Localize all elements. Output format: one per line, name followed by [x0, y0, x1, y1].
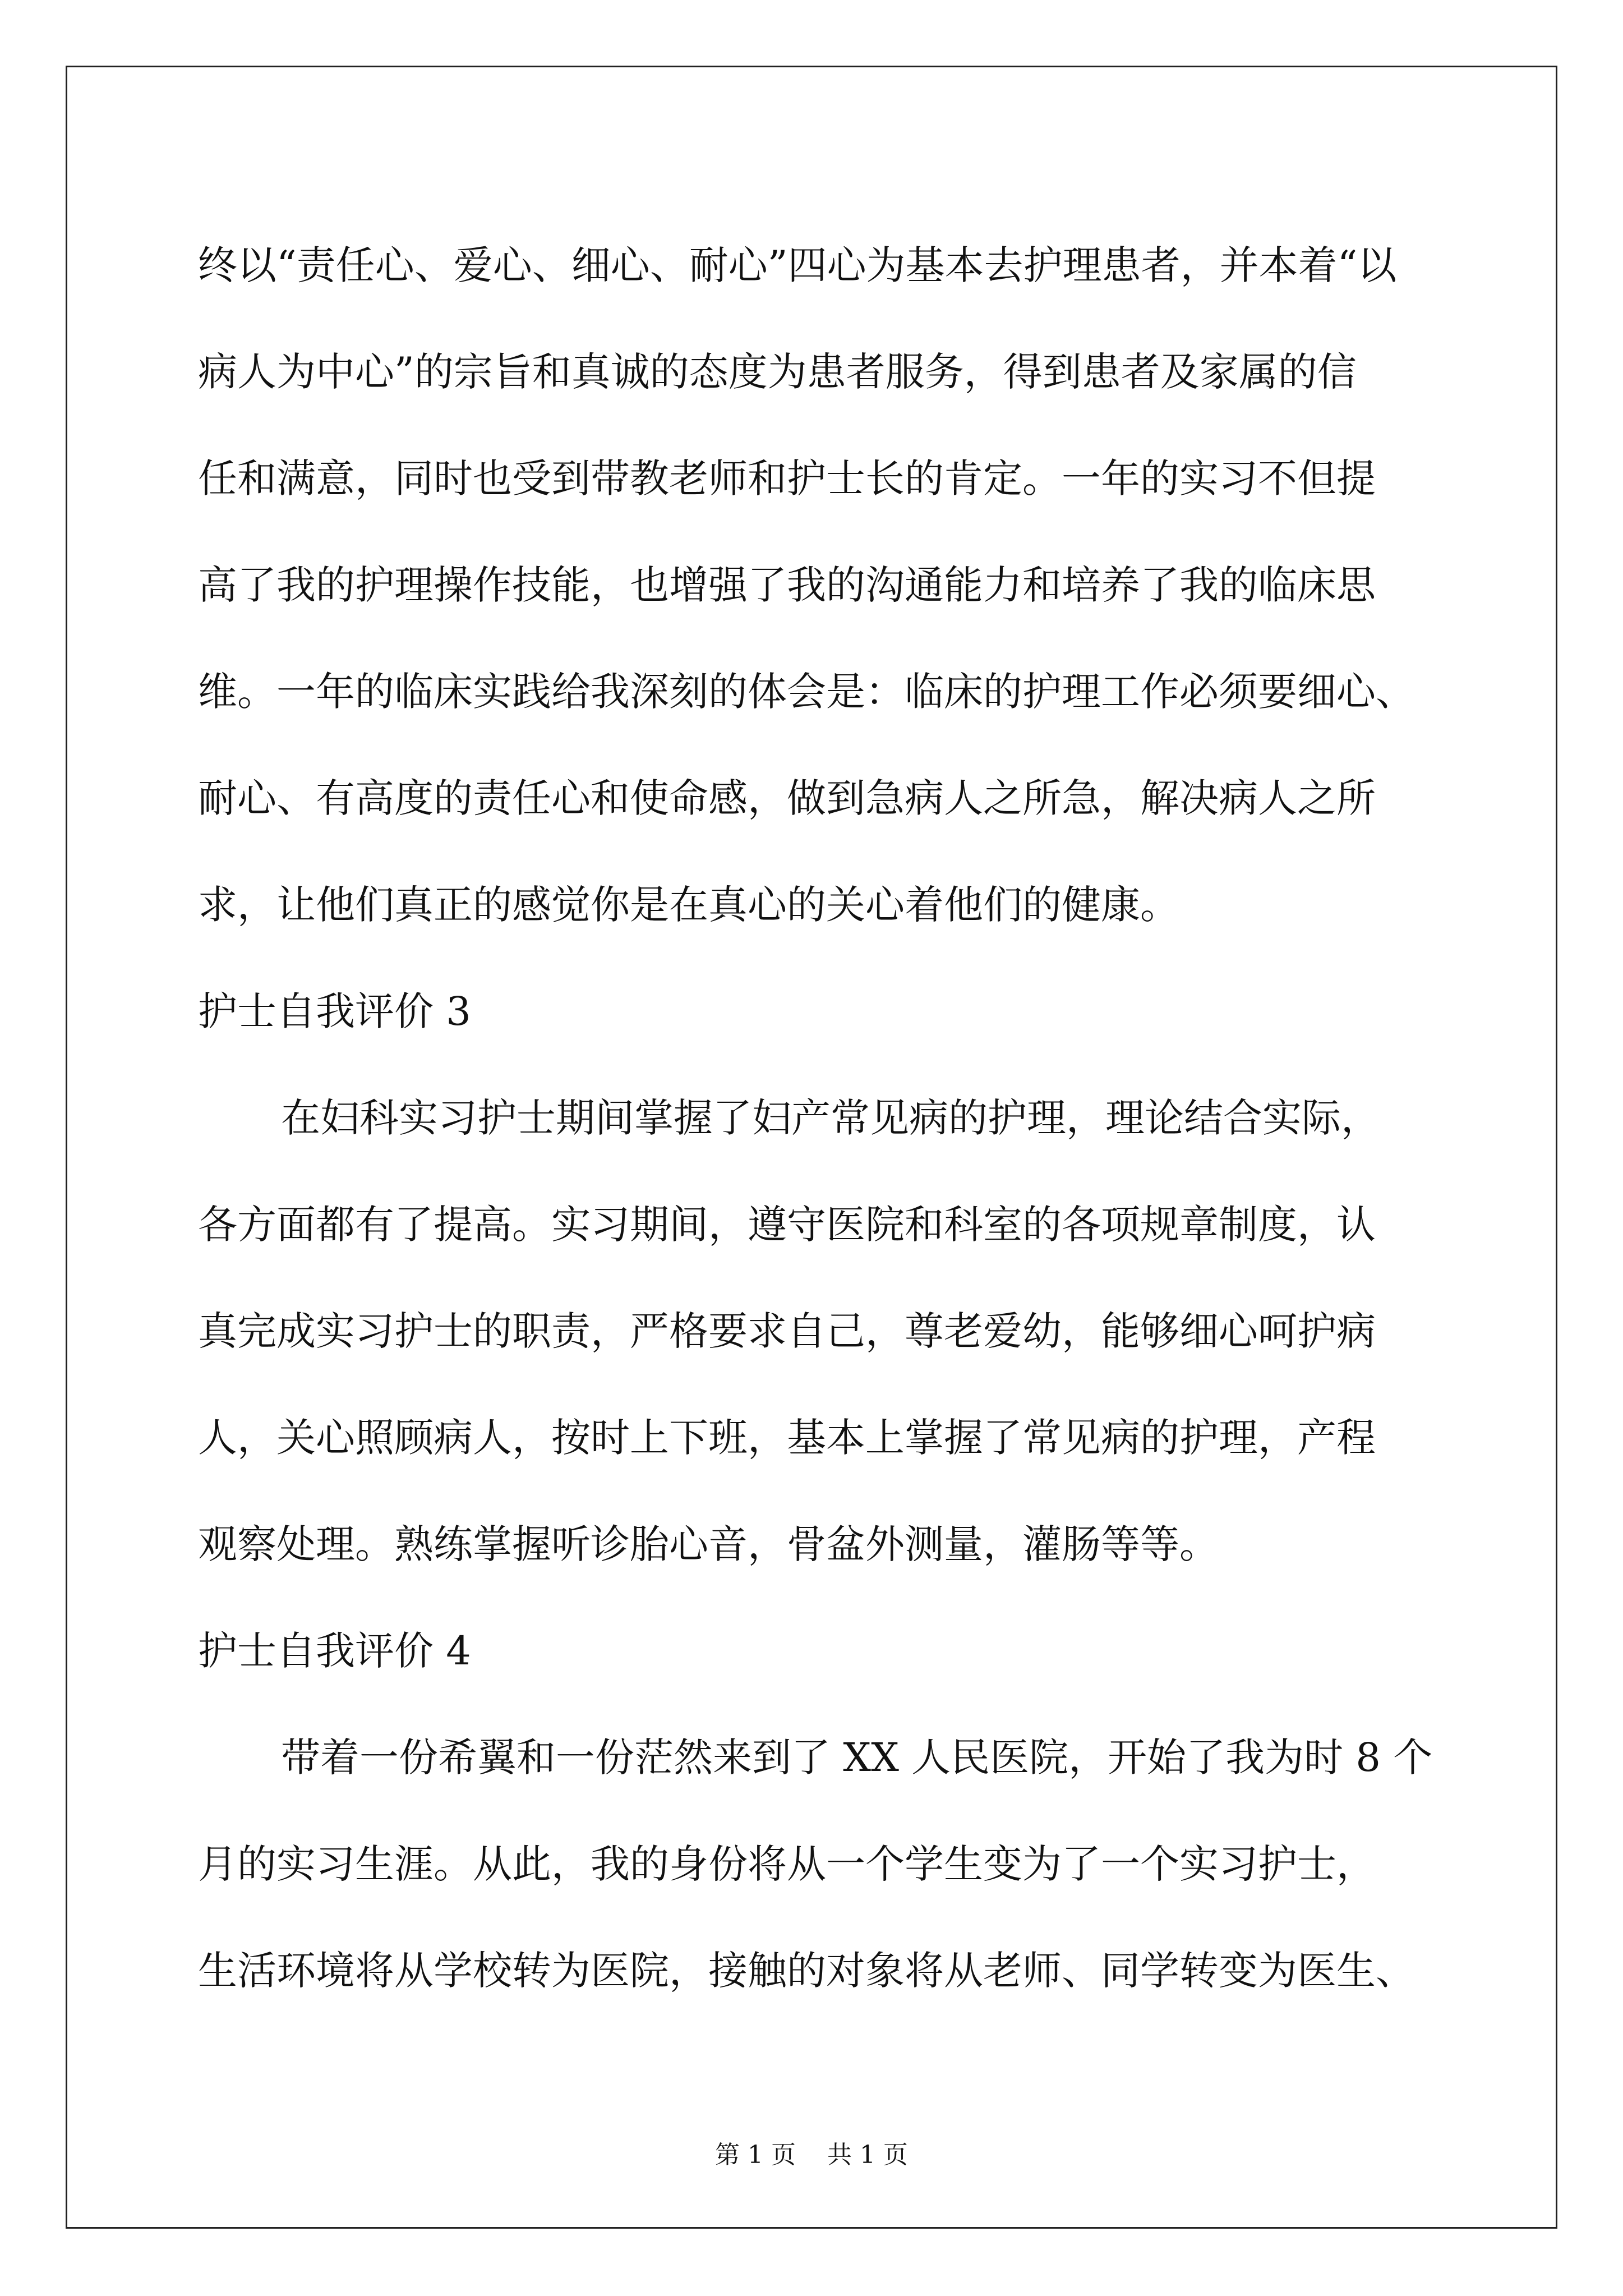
- paragraph-line: 生活环境将从学校转为医院，接触的对象将从老师、同学转变为医生、: [198, 1948, 1415, 1994]
- paragraph-line: 任和满意，同时也受到带教老师和护士长的肯定。一年的实习不但提: [198, 455, 1376, 501]
- paragraph-line: 高了我的护理操作技能，也增强了我的沟通能力和培养了我的临床思: [198, 562, 1376, 608]
- paragraph-line: 真完成实习护士的职责，严格要求自己，尊老爱幼，能够细心呵护病: [198, 1308, 1376, 1354]
- section-heading: 护士自我评价 4: [198, 1628, 471, 1674]
- paragraph-line: 维。一年的临床实践给我深刻的体会是：临床的护理工作必须要细心、: [198, 669, 1415, 715]
- paragraph-line: 观察处理。熟练掌握听诊胎心音，骨盆外测量，灌肠等等。: [198, 1521, 1219, 1567]
- paragraph-line: 在妇科实习护士期间掌握了妇产常见病的护理，理论结合实际，: [281, 1095, 1380, 1141]
- paragraph-line: 求，让他们真正的感觉你是在真心的关心着他们的健康。: [198, 882, 1179, 928]
- paragraph-line: 病人为中心”的宗旨和真诚的态度为患者服务，得到患者及家属的信: [198, 349, 1357, 395]
- paragraph-line: 各方面都有了提高。实习期间，遵守医院和科室的各项规章制度，认: [198, 1202, 1376, 1248]
- paragraph-line: 耐心、有高度的责任心和使命感，做到急病人之所急，解决病人之所: [198, 775, 1376, 821]
- paragraph-line: 终以“责任心、爱心、细心、耐心”四心为基本去护理患者，并本着“以: [198, 242, 1397, 288]
- section-heading: 护士自我评价 3: [198, 988, 471, 1034]
- paragraph-line: 月的实习生涯。从此，我的身份将从一个学生变为了一个实习护士，: [198, 1841, 1376, 1887]
- page-footer: 第 1 页 共 1 页: [715, 2141, 908, 2169]
- paragraph-line: 人，关心照顾病人，按时上下班，基本上掌握了常见病的护理，产程: [198, 1415, 1376, 1461]
- document-body: [198, 212, 1460, 2024]
- paragraph-line: 带着一份希翼和一份茫然来到了 XX 人民医院，开始了我为时 8 个: [281, 1734, 1433, 1780]
